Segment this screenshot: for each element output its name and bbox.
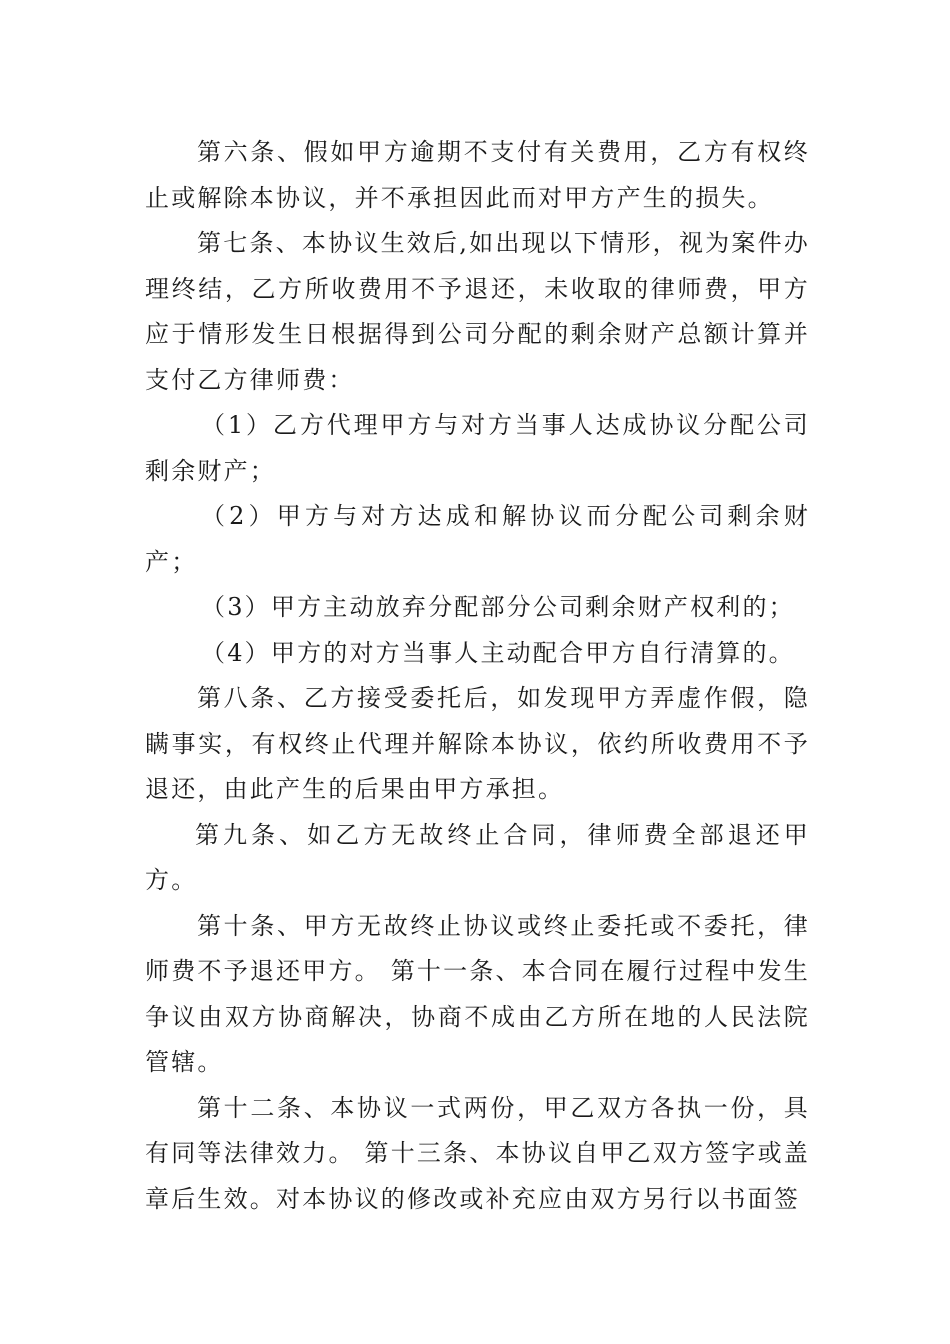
article-9-paragraph: 第九条、如乙方无故终止合同，律师费全部退还甲方。 <box>145 820 810 894</box>
article-10-11-paragraph: 第十条、甲方无故终止协议或终止委托或不委托，律师费不予退还甲方。 第十一条、本合同在履行过程中发生争议由双方协商解决，协商不成由乙方所在地的人民法院管辖。 <box>145 911 810 1076</box>
document-body <box>145 130 810 1222</box>
article-6-paragraph: 第六条、假如甲方逾期不支付有关费用，乙方有权终止或解除本协议，并不承担因此而对甲方产生的损失。 <box>145 138 810 212</box>
article-12-13-paragraph: 第十二条、本协议一式两份，甲乙双方各执一份，具有同等法律效力。 第十三条、本协议自甲乙双方签字或盖章后生效。对本协议的修改或补充应由双方另行以书面签 <box>145 1093 810 1213</box>
article-7-item-2: （2）甲方与对方达成和解协议而分配公司剩余财产； <box>145 502 810 576</box>
article-7-item-3: （3）甲方主动放弃分配部分公司剩余财产权利的； <box>201 593 795 621</box>
article-7-item-1: （1）乙方代理甲方与对方当事人达成协议分配公司剩余财产； <box>145 411 810 485</box>
article-7-paragraph: 第七条、本协议生效后,如出现以下情形，视为案件办理终结，乙方所收费用不予退还，未收取的律师费，甲方应于情形发生日根据得到公司分配的剩余财产总额计算并支付乙方律师费： <box>145 229 810 394</box>
article-7-item-4: （4）甲方的对方当事人主动配合甲方自行清算的。 <box>201 638 795 667</box>
article-8-paragraph: 第八条、乙方接受委托后，如发现甲方弄虚作假，隐瞒事实，有权终止代理并解除本协议，依约所收费用不予退还，由此产生的后果由甲方承担。 <box>145 684 810 803</box>
